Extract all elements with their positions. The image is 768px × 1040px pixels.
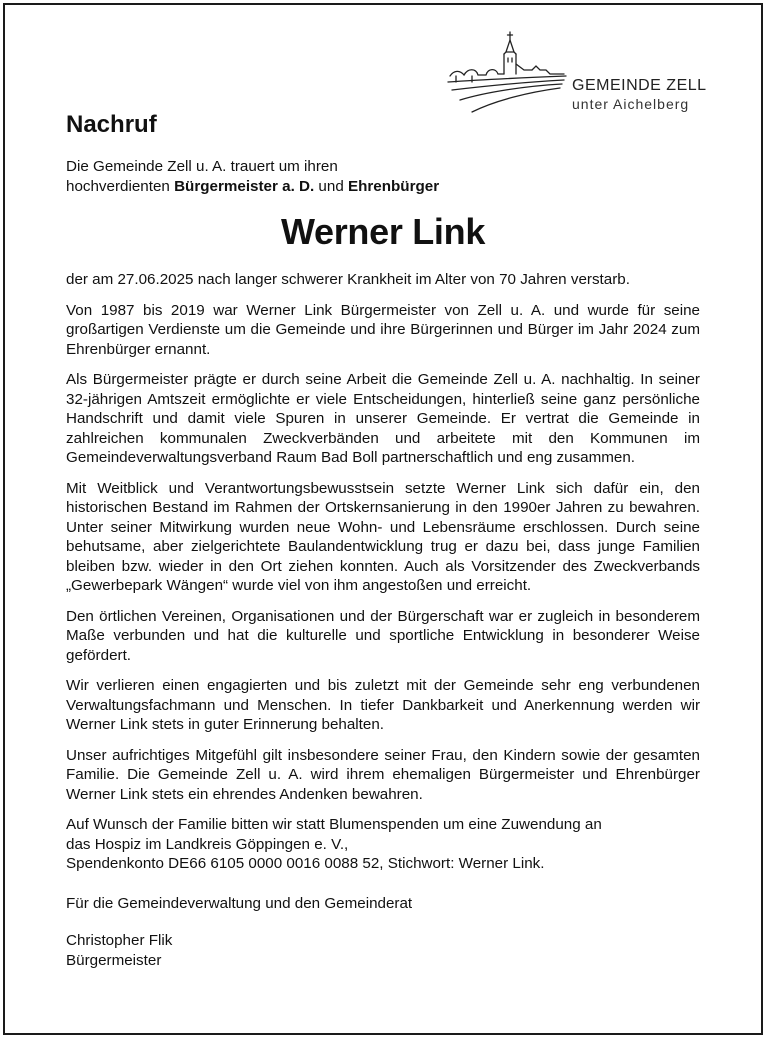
logo-subtitle: unter Aichelberg [572,96,690,112]
closing-line: Für die Gemeindeverwaltung und den Gemeinderat [66,894,413,912]
paragraph-2: Von 1987 bis 2019 war Werner Link Bürgermeister von Zell u. A. und wurde für seine großartigen Verdienste um die Gemeinde und ihre Bürgerinnen und Bürger im Jahr 2024 zum Ehrenbürger ernannt. [66,301,700,358]
title-honorary-citizen: Ehrenbürger [347,177,440,195]
paragraph-3: Als Bürgermeister prägte er durch seine Arbeit die Gemeinde Zell u. A. nachhaltig. In seiner 32-jährigen Amtszeit ermöglichte er viele Entscheidungen, hinterließ seine ganz persönliche Handschrift und damit viele Spuren in unserer Gemeinde. Er vertrat die Gemeinde in zahlreichen kommunalen Zweckverbänden und arbeitete mit den Kommunen im Gemeindeverwaltungsverband Raum Bad Boll partnerschaftlich und eng zusammen. [66,371,700,466]
paragraph-7: Unser aufrichtiges Mitgefühl gilt insbesondere seiner Frau, den Kindern sowie der gesamten Familie. Die Gemeinde Zell u. A. wird ihrem ehemaligen Bürgermeister und Ehrenbürger Werner Link stets ein ehrendes Andenken bewahren. [66,746,700,803]
intro [66,157,700,196]
paragraph-6: Wir verlieren einen engagierten und bis zuletzt mit der Gemeinde sehr eng verbundenen Verwaltungsfachmann und Menschen. In tiefer Dankbarkeit und Anerkennung werden wir Werner Link stets in guter Erinnerung behalten. [66,677,700,733]
signer-title: Bürgermeister [66,951,162,969]
donation-line-1: Auf Wunsch der Familie bitten wir statt Blumenspenden um eine Zuwendung an [66,816,602,833]
paragraph-1: der am 27.06.2025 nach langer schwerer Krankheit im Alter von 70 Jahren verstarb. [66,271,630,288]
donation-line-2: das Hospiz im Landkreis Göppingen e. V., [66,835,349,853]
paragraph-5: Den örtlichen Vereinen, Organisationen und der Bürgerschaft war er zugleich in besonderem Maße verbunden und hat die kulturelle und sportliche Entwicklung in besonderer Weise gefördert. [66,607,700,664]
intro-line-1: Die Gemeinde Zell u. A. trauert um ihren [66,158,338,175]
intro-conjunction: und [314,177,348,195]
municipality-logo [446,30,716,120]
obituary-body [66,110,700,970]
donation-line-3: Spendenkonto DE66 6105 0000 0016 0088 52, Stichwort: Werner Link. [66,855,545,872]
donation-notice [66,815,700,874]
church-landscape-icon [446,30,571,120]
intro-text: hochverdienten [66,177,175,195]
signer-name: Christopher Flik [66,932,173,949]
paragraph-4: Mit Weitblick und Verantwortungsbewusstsein setzte Werner Link sich dafür ein, den historischen Bestand im Rahmen der Ortskernsanierung in den 1990er Jahren zu bewahren. Unter seiner Mitwirkung wurden neue Wohn- und Lebensräume erschlossen. Durch seine behutsame, aber zielgerichtete Baulandentwicklung trug er dazu bei, dass junge Familien bleiben bzw. wieder in den Ort ziehen konnten. Auch als Vorsitzender des Zweckverbands „Gewerbepark Wängen“ wurde viel von ihm angestoßen und erreicht. [66,479,700,594]
headline: Nachruf [66,111,157,138]
intro-line-2 [66,177,700,197]
deceased-name: Werner Link [280,211,486,252]
logo-name: GEMEINDE ZELL [572,77,707,94]
signature-block [66,931,700,970]
title-former-mayor: Bürgermeister a. D. [174,177,315,195]
